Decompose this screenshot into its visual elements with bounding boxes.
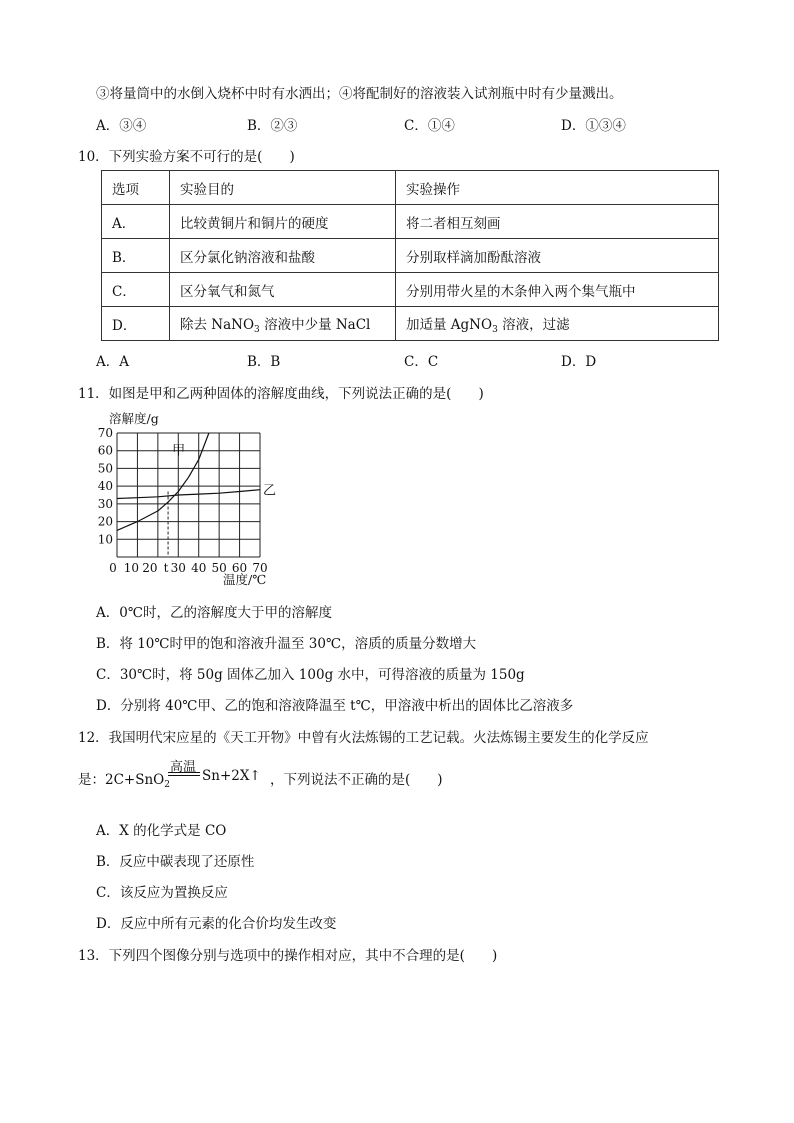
chemical-equation [78,762,498,790]
q12-option-d[interactable]: D．反应中所有元素的化合价均发生改变 [96,916,337,932]
row-option: D． [102,307,170,341]
q10-stem: 10．下列实验方案不可行的是( ) [78,149,295,165]
row-option: B． [102,239,170,273]
purpose-subscript: 3 [254,324,260,335]
y-tick-label: 50 [97,461,113,476]
x-tick-label: 70 [252,561,268,575]
q11-option-b[interactable]: B．将 10℃时甲的饱和溶液升温至 30℃，溶质的质量分数增大 [96,636,477,652]
q10-option-c[interactable]: C．C [404,354,439,370]
row-purpose: 区分氧气和氮气 [170,273,396,307]
row-purpose [170,307,396,341]
y-tick-label: 30 [97,496,113,511]
q9-continuation-text: ③将量筒中的水倒入烧杯中时有水洒出；④将配制好的溶液装入试剂瓶中时有少量溅出。 [96,86,623,102]
x-tick-label: 10 [123,561,140,575]
purpose-text-pre: 除去 NaNO [180,316,255,333]
row-operation: 分别用带火星的木条伸入两个集气瓶中 [396,273,719,307]
series-line-jia [117,433,209,530]
row-option: C． [102,273,170,307]
q12-option-a[interactable]: A．X 的化学式是 CO [96,823,227,839]
solubility-chart [95,405,295,590]
x-tick-label: t [163,561,169,575]
row-operation: 将二者相互刻画 [396,205,719,239]
table-row [102,205,719,239]
chart-series [117,433,276,557]
table-row [102,307,719,341]
equation-subscript: 2 [164,780,170,790]
x-tick-label: 20 [142,561,158,575]
header-operation: 实验操作 [396,171,719,205]
q13-stem: 13．下列四个图像分别与选项中的操作相对应，其中不合理的是( ) [78,948,498,964]
purpose-text-post: 溶液中少量 NaCl [259,316,371,333]
q10-option-d[interactable]: D．D [561,354,597,370]
q11-option-d[interactable]: D．分别将 40℃甲、乙的饱和溶液降温至 t℃，甲溶液中析出的固体比乙溶液多 [96,698,574,714]
series-label: 甲 [172,443,186,459]
q11-option-a[interactable]: A．0℃时，乙的溶解度大于甲的溶解度 [96,605,332,621]
y-tick-label: 60 [97,443,113,458]
header-purpose: 实验目的 [170,171,396,205]
equation-prefix [78,768,170,790]
q10-option-b[interactable]: B．B [247,354,281,370]
row-operation: 分别取样滴加酚酞溶液 [396,239,719,273]
equation-products: Sn+2X↑ [202,768,261,784]
equation-reactants: 是：2C+SnO [78,772,165,788]
row-operation [396,307,719,341]
table-row [102,273,719,307]
x-tick-label: 0 [109,561,117,575]
chart-y-axis-label: 溶解度/g [109,411,159,426]
chart-x-axis-label: 温度/℃ [223,572,267,587]
q9-option-b[interactable]: B．②③ [247,118,298,134]
q10-table [101,170,719,341]
equation-line-upper [168,772,200,773]
x-tick-label: 40 [191,561,207,575]
q9-option-a[interactable]: A．③④ [96,118,147,134]
row-purpose: 比较黄铜片和铜片的硬度 [170,205,396,239]
x-tick-label: 60 [231,561,248,575]
q12-option-c[interactable]: C．该反应为置换反应 [96,885,228,901]
operation-text-pre: 加适量 AgNO [406,316,493,333]
q12-option-b[interactable]: B．反应中碳表现了还原性 [96,854,255,870]
row-option: A． [102,205,170,239]
y-tick-label: 10 [97,532,113,547]
equation-line-lower [168,775,200,776]
q9-option-c[interactable]: C．①④ [404,118,455,134]
q9-option-d[interactable]: D．①③④ [561,118,626,134]
q11-stem: 11．如图是甲和乙两种固体的溶解度曲线，下列说法正确的是( ) [78,386,484,402]
operation-subscript: 3 [492,324,498,335]
y-tick-label: 70 [97,426,113,440]
operation-text-post: 溶液，过滤 [497,316,570,333]
table-row [102,239,719,273]
equation-suffix: ，下列说法不正确的是( ) [270,772,443,788]
x-tick-label: 50 [211,561,227,575]
q10-option-a[interactable]: A．A [96,354,129,370]
q11-option-c[interactable]: C．30℃时，将 50g 固体乙加入 100g 水中，可得溶液的质量为 150g [96,667,525,683]
table-header-row [102,171,719,205]
x-tick-label: 30 [170,561,186,575]
y-tick-label: 20 [97,514,113,529]
y-tick-label: 40 [97,479,113,494]
equation-condition: 高温 [170,760,197,775]
series-line-yi [117,490,260,499]
chart-y-ticks [98,426,113,546]
series-label: 乙 [263,483,277,499]
header-option: 选项 [102,171,170,205]
q12-stem: 12．我国明代宋应星的《天工开物》中曾有火法炼锡的工艺记载。火法炼锡主要发生的化学反应 [78,730,649,746]
row-purpose: 区分氯化钠溶液和盐酸 [170,239,396,273]
